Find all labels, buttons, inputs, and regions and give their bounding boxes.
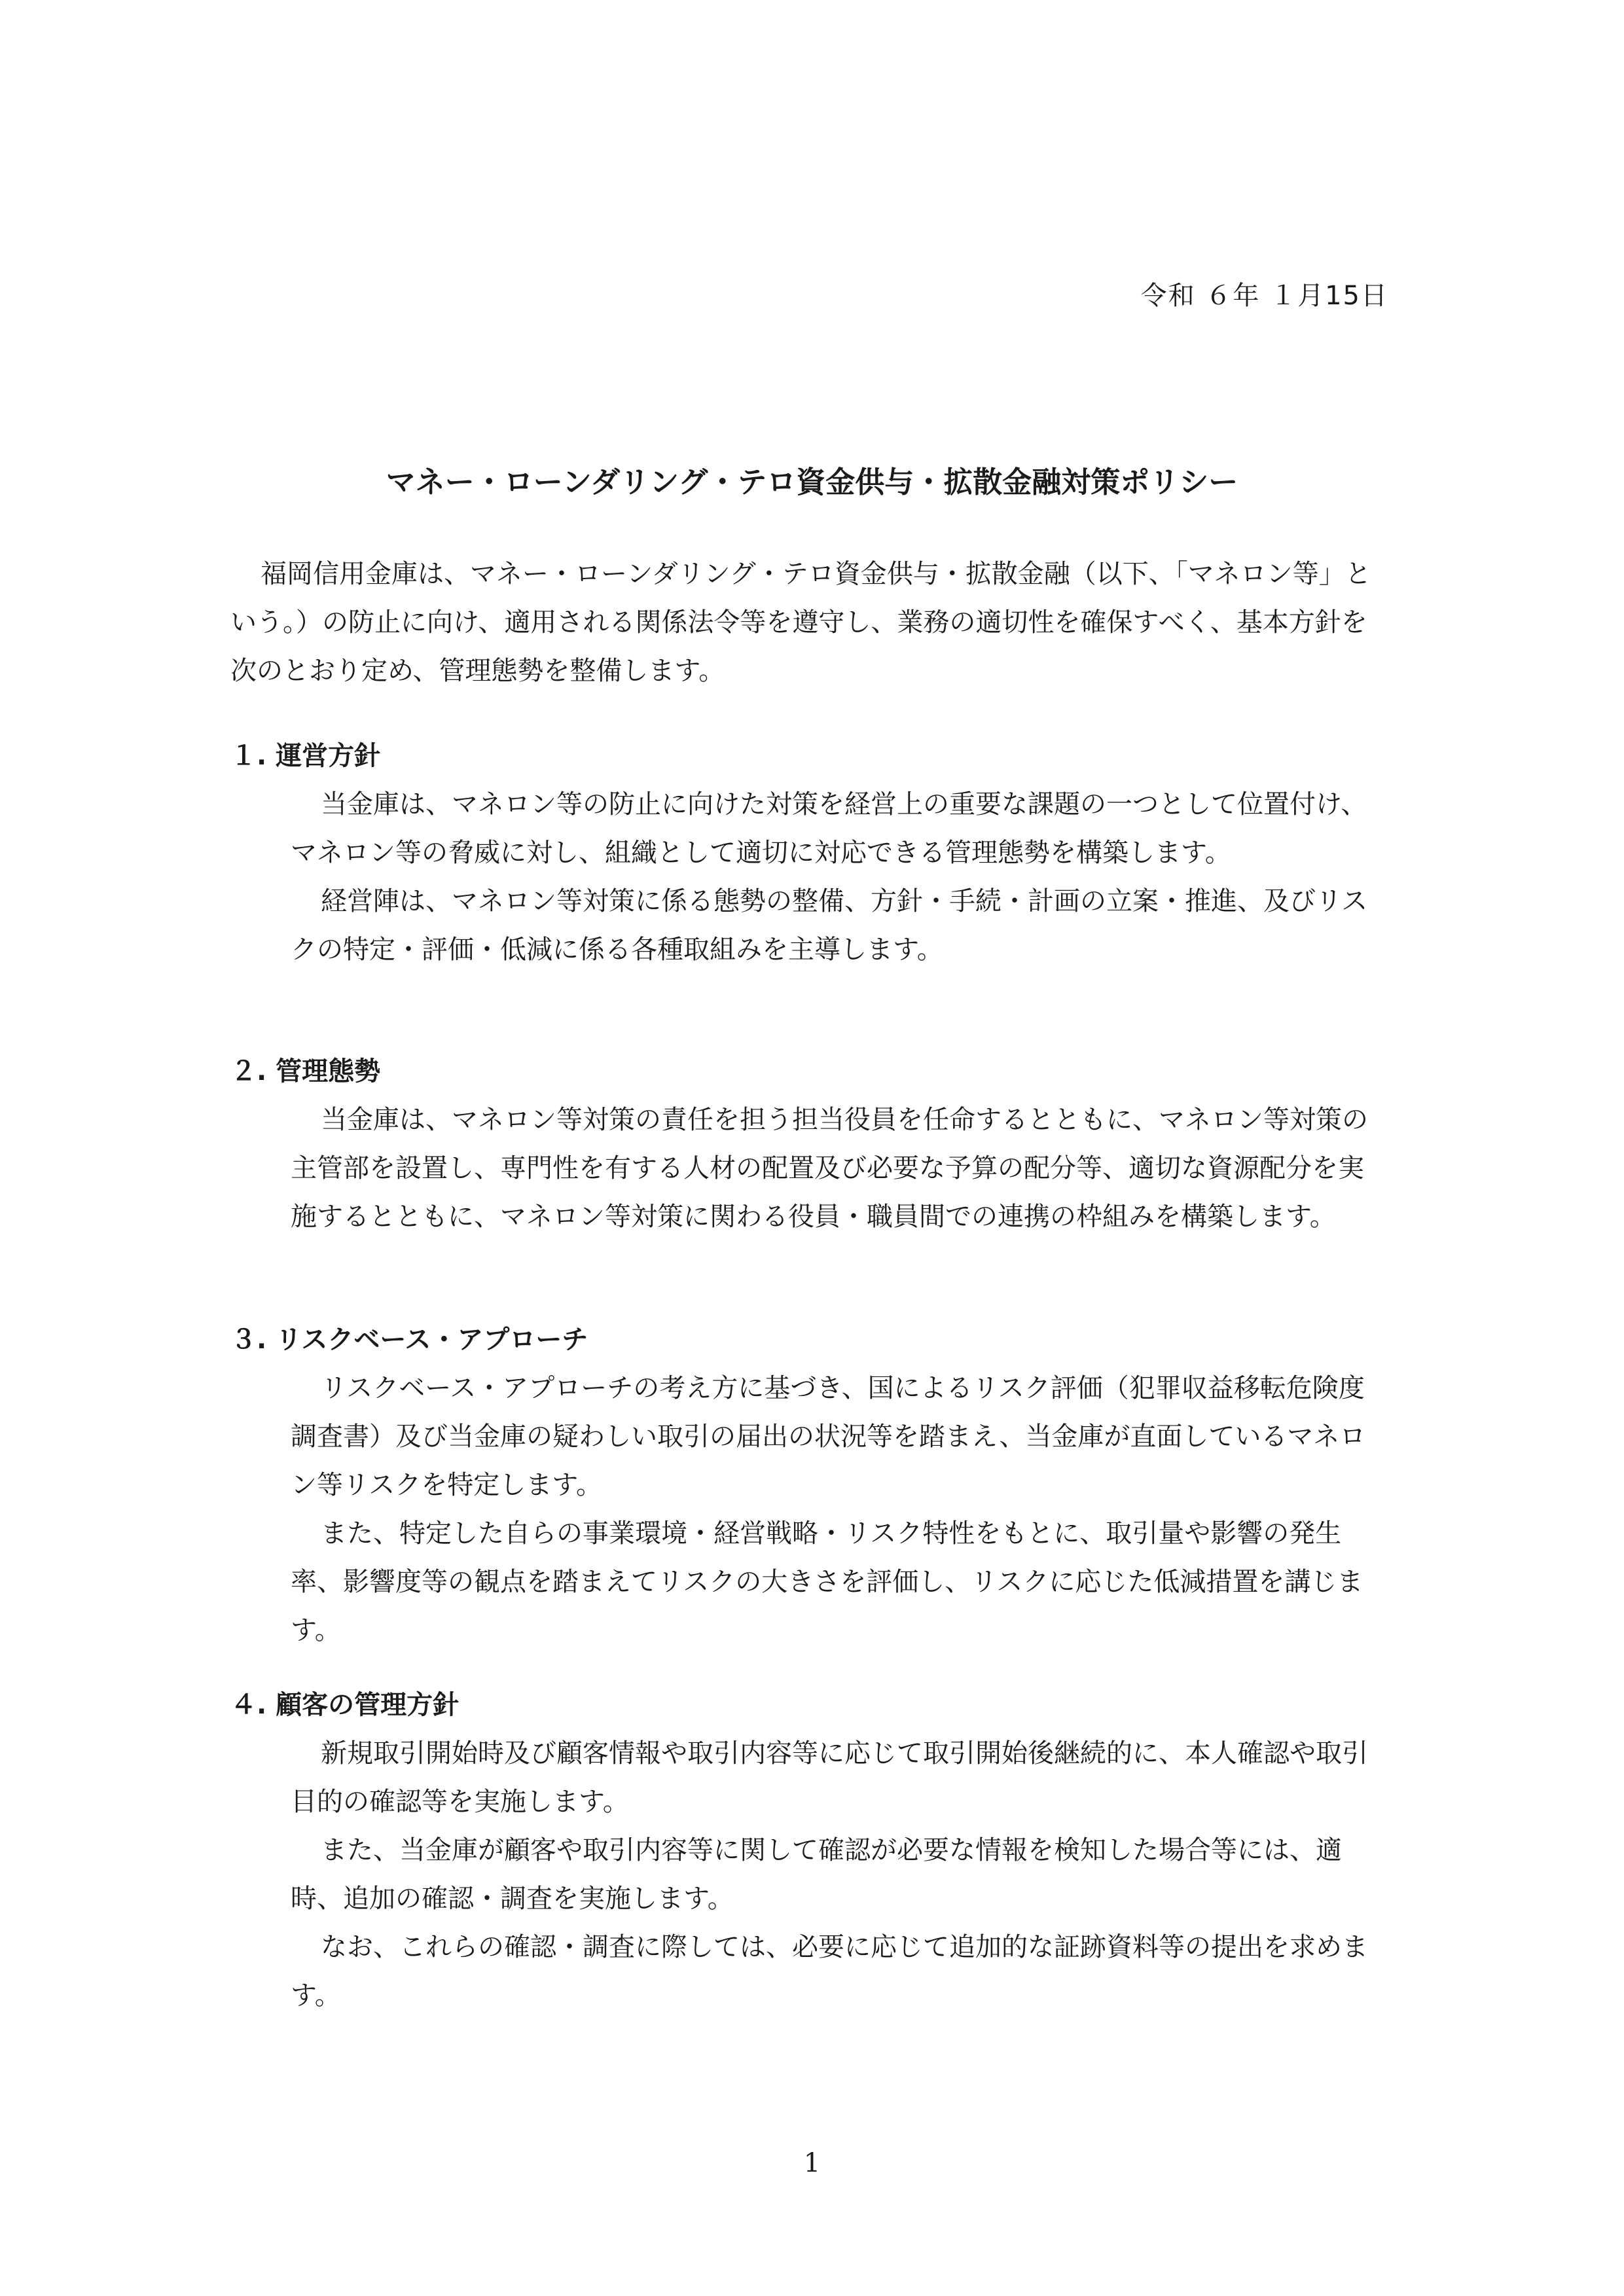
section-management-system	[230, 1047, 1389, 1241]
section-heading: ３. リスクベース・アプローチ	[230, 1325, 588, 1355]
document-date: 令和 ６年 １月15日	[1140, 281, 1388, 311]
section-paragraph: また、当金庫が顧客や取引内容等に関して確認が必要な情報を検知した場合等には、適時、追加の確認・調査を実施します。	[291, 1835, 1342, 1914]
section-customer-management	[230, 1681, 1389, 2020]
section-heading: ４. 顧客の管理方針	[230, 1690, 460, 1720]
page-number: 1	[803, 2148, 821, 2178]
section-paragraph: なお、これらの確認・調査に際しては、必要に応じて追加的な証跡資料等の提出を求めます。	[291, 1932, 1368, 2011]
section-paragraph: 経営陣は、マネロン等対策に係る態勢の整備、方針・手続・計画の立案・推進、及びリスクの特定・評価・低減に係る各種取組みを主導します。	[291, 886, 1368, 965]
section-risk-based-approach	[230, 1316, 1389, 1655]
section-operating-policy	[230, 732, 1389, 974]
section-paragraph: また、特定した自らの事業環境・経営戦略・リスク特性をもとに、取引量や影響の発生率、影響度等の観点を踏まえてリスクの大きさを評価し、リスクに応じた低減措置を講じます。	[291, 1518, 1363, 1645]
section-heading: ２. 管理態勢	[230, 1056, 381, 1086]
section-paragraph: 当金庫は、マネロン等対策の責任を担う担当役員を任命するとともに、マネロン等対策の主管部を設置し、専門性を有する人材の配置及び必要な予算の配分等、適切な資源配分を実施するとともに、マネロン等対策に関わる役員・職員間での連携の枠組みを構築します。	[291, 1105, 1368, 1232]
document-title: マネー・ローンダリング・テロ資金供与・拡散金融対策ポリシー	[386, 465, 1238, 499]
intro-paragraph: 福岡信用金庫は、マネー・ローンダリング・テロ資金供与・拡散金融（以下、「マネロン等」という。）の防止に向け、適用される関係法令等を遵守し、業務の適切性を確保すべく、基本方針を次のとおり定め、管理態勢を整備します。	[230, 559, 1371, 686]
section-heading: １. 運営方針	[230, 741, 381, 771]
section-paragraph: リスクベース・アプローチの考え方に基づき、国によるリスク評価（犯罪収益移転危険度調査書）及び当金庫の疑わしい取引の届出の状況等を踏まえ、当金庫が直面しているマネロン等リスクを特定します。	[291, 1373, 1366, 1500]
section-paragraph: 新規取引開始時及び顧客情報や取引内容等に応じて取引開始後継続的に、本人確認や取引目的の確認等を実施します。	[291, 1738, 1368, 1817]
section-paragraph: 当金庫は、マネロン等の防止に向けた対策を経営上の重要な課題の一つとして位置付け、マネロン等の脅威に対し、組織として適切に対応できる管理態勢を構築します。	[291, 789, 1367, 868]
